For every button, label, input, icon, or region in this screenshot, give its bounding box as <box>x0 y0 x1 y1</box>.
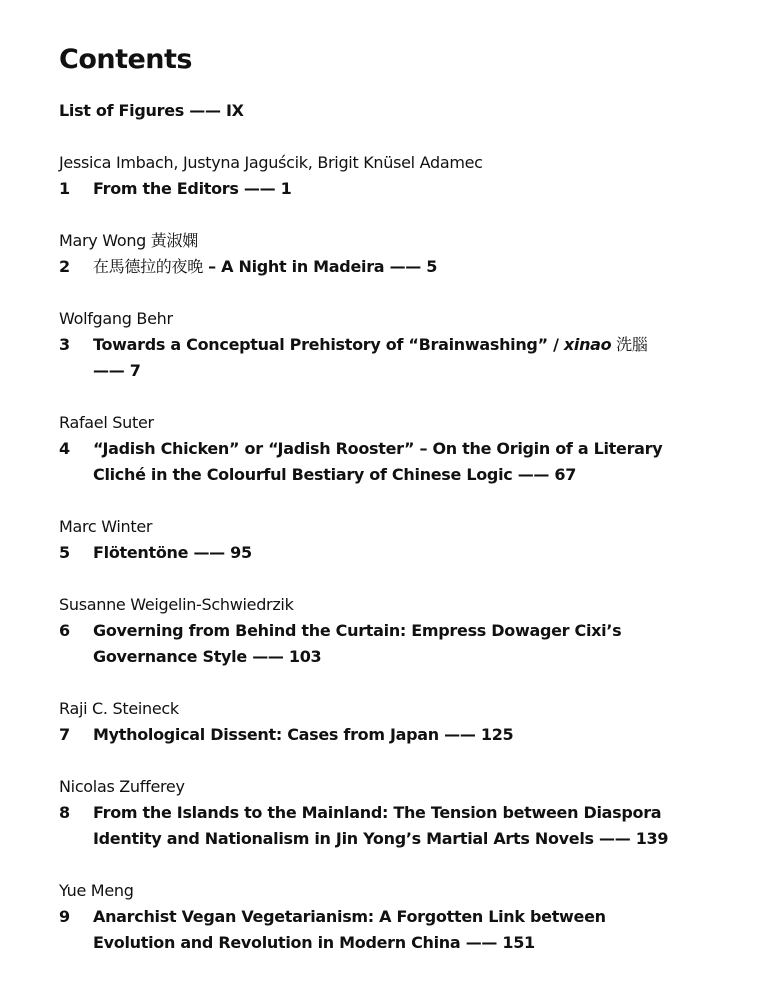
entry-title-row[interactable] <box>59 618 739 670</box>
entry-title-text: “Jadish Chicken” or “Jadish Rooster” – On the Origin of a Literary Cliché in the Colourful Bestiary of Chinese Logic <box>93 439 663 484</box>
entry-title-row[interactable] <box>59 176 739 202</box>
entry-page: 95 <box>230 543 252 562</box>
toc-entry-9 <box>59 878 739 956</box>
page-title: Contents <box>59 44 193 75</box>
entry-page: 1 <box>280 179 292 198</box>
leader-dash: —— <box>599 829 631 848</box>
entry-author: Wolfgang Behr <box>59 309 173 328</box>
leader-dash: —— <box>93 361 125 380</box>
entry-page: 151 <box>502 933 535 952</box>
entry-title[interactable] <box>93 254 683 280</box>
entry-title[interactable] <box>93 904 683 956</box>
entry-title-text: – A Night in Madeira <box>202 257 385 276</box>
entry-title-row[interactable] <box>59 540 739 566</box>
toc-entry-7 <box>59 696 739 748</box>
leader-dash: —— <box>252 647 284 666</box>
entry-number: 1 <box>59 179 70 198</box>
entry-title-row[interactable] <box>59 800 739 852</box>
entry-title-italic: xinao <box>563 335 612 354</box>
entry-title-text: Flötentöne <box>93 543 189 562</box>
entry-title-row[interactable] <box>59 254 739 280</box>
entry-number: 4 <box>59 439 70 458</box>
entry-title-text: Anarchist Vegan Vegetarianism: A Forgotten Link between Evolution and Revolution in Modern China <box>93 907 606 952</box>
entry-page: 5 <box>426 257 438 276</box>
entry-author: Jessica Imbach, Justyna Jaguścik, Brigit Knüsel Adamec <box>59 153 483 172</box>
entry-number: 9 <box>59 907 70 926</box>
toc-entry-6 <box>59 592 739 670</box>
list-of-figures-page: IX <box>225 101 244 120</box>
toc-entry-1 <box>59 150 739 202</box>
entry-title-chinese: 在馬德拉的夜晚 <box>93 257 203 276</box>
entry-title[interactable] <box>93 176 683 202</box>
toc-entry-5 <box>59 514 739 566</box>
entry-title[interactable] <box>93 800 683 852</box>
leader-dash: —— <box>444 725 476 744</box>
list-of-figures-label: List of Figures <box>59 101 184 120</box>
leader-dash: —— <box>193 543 225 562</box>
entry-title[interactable] <box>93 332 683 384</box>
toc-entry-8 <box>59 774 739 852</box>
contents-page <box>59 40 739 982</box>
toc-entry-2 <box>59 228 739 280</box>
entry-author: Susanne Weigelin-Schwiedrzik <box>59 595 294 614</box>
entry-title[interactable] <box>93 618 683 670</box>
entry-title[interactable] <box>93 436 683 488</box>
entry-number: 5 <box>59 543 70 562</box>
entry-title-text: From the Islands to the Mainland: The Tension between Diaspora Identity and Nationalism in Jin Yong’s Martial Arts Novels <box>93 803 662 848</box>
entry-author: Rafael Suter <box>59 413 154 432</box>
entry-title-text: Towards a Conceptual Prehistory of “Brainwashing” / <box>93 335 564 354</box>
entry-author: Marc Winter <box>59 517 153 536</box>
entry-page: 125 <box>480 725 514 744</box>
entry-title-row[interactable] <box>59 904 739 956</box>
entry-author: Yue Meng <box>59 881 134 900</box>
toc-entry-4 <box>59 410 739 488</box>
entry-author: Nicolas Zufferey <box>59 777 185 796</box>
entry-title-row[interactable] <box>59 436 739 488</box>
entry-page: 103 <box>288 647 322 666</box>
entry-title-text: Governing from Behind the Curtain: Empress Dowager Cixi’s Governance Style <box>93 621 622 666</box>
entry-title[interactable] <box>93 540 683 566</box>
entry-author: Mary Wong 黃淑嫻 <box>59 231 198 250</box>
entry-title-text: From the Editors <box>93 179 239 198</box>
toc-entry-3 <box>59 306 739 384</box>
entry-number: 2 <box>59 257 70 276</box>
list-of-figures-link[interactable] <box>59 98 739 124</box>
leader-dash: —— <box>243 179 276 198</box>
entry-title-row[interactable] <box>59 722 739 748</box>
leader-dash: —— <box>189 101 221 120</box>
entry-page: 67 <box>554 465 577 484</box>
entry-number: 7 <box>59 725 70 744</box>
leader-dash: —— <box>389 257 421 276</box>
leader-dash: —— <box>517 465 550 484</box>
entry-author: Raji C. Steineck <box>59 699 179 718</box>
entry-page: 139 <box>635 829 669 848</box>
leader-dash: —— <box>465 933 498 952</box>
entry-title[interactable] <box>93 722 683 748</box>
entry-title-chinese: 洗腦 <box>611 335 648 354</box>
entry-title-row[interactable] <box>59 332 739 384</box>
entry-title-text: Mythological Dissent: Cases from Japan <box>93 725 439 744</box>
entry-number: 8 <box>59 803 70 822</box>
entry-page: 7 <box>129 361 141 380</box>
entry-number: 3 <box>59 335 70 354</box>
entry-number: 6 <box>59 621 70 640</box>
